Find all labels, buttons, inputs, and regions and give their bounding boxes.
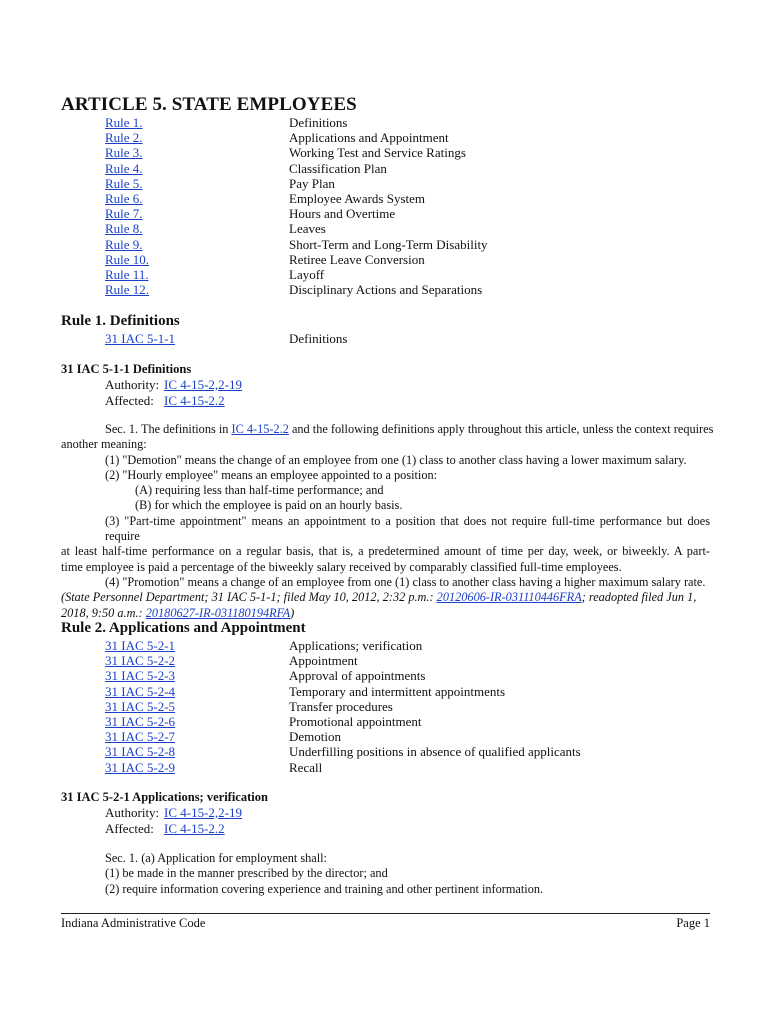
authority-label: Authority: [105,805,160,820]
article-toc [105,115,488,297]
toc-rule-link[interactable]: Rule 8. [105,221,143,237]
section-link[interactable]: 31 IAC 5-2-6 [105,713,176,729]
rule1-heading: Rule 1. Definitions [61,313,180,329]
toc-row [105,668,581,683]
toc-rule-title: Working Test and Service Ratings [289,145,466,161]
toc-rule-title: Hours and Overtime [289,206,396,222]
authority-link[interactable]: IC 4-15-2,2-19 [164,377,242,392]
section-title: Temporary and intermittent appointments [289,683,506,699]
paragraph-line: another meaning: [61,437,147,452]
toc-rule-title: Applications and Appointment [289,130,449,146]
toc-row [105,145,488,160]
rule1-body [61,422,714,621]
toc-rule-title: Pay Plan [289,175,335,191]
affected-label: Affected: [105,392,154,408]
section-link[interactable]: 31 IAC 5-2-2 [105,653,176,669]
toc-row [105,237,488,252]
history-line: (State Personnel Department; 31 IAC 5-1-1; filed May 10, 2012, 2:32 p.m.: 20120606-IR-031110446FRA; readopted filed Jun 1, [61,590,697,605]
toc-row [105,161,488,176]
rule1-meta [105,377,242,408]
paragraph-line: Sec. 1. The definitions in IC 4-15-2.2 and the following definitions apply throughout this article, unless the context requires [105,422,714,436]
toc-rule-title: Employee Awards System [289,190,426,206]
affected-link[interactable]: IC 4-15-2.2 [164,392,225,408]
toc-row [105,714,581,729]
definition-line: (1) "Demotion" means the change of an employee from one (1) class to another class having a lower maximum salary. [105,452,687,467]
definition-line: (3) "Part-time appointment" means an appointment to a position that does not require full-time performance but does require [105,513,710,544]
toc-row [105,115,488,130]
rule1-section-title: 31 IAC 5-1-1 Definitions [61,362,192,376]
footer-divider [61,913,710,914]
rule1-toc [105,331,348,346]
toc-row [105,282,488,297]
definition-subline: (B) for which the employee is paid on an hourly basis. [135,498,403,513]
paragraph-line: (2) require information covering experience and training and other pertinent information. [105,881,544,896]
article-title: ARTICLE 5. STATE EMPLOYEES [61,94,357,115]
section-title: Promotional appointment [289,713,422,729]
toc-row [105,699,581,714]
section-link[interactable]: 31 IAC 5-1-1 [105,331,176,346]
authority-link[interactable]: IC 4-15-2,2-19 [164,805,242,820]
toc-row [105,760,581,775]
section-link[interactable]: 31 IAC 5-2-4 [105,683,176,699]
section-link[interactable]: 31 IAC 5-2-9 [105,759,176,775]
rule2-section-title: 31 IAC 5-2-1 Applications; verification [61,790,268,804]
toc-rule-link[interactable]: Rule 12. [105,282,150,298]
toc-rule-title: Classification Plan [289,160,387,176]
toc-rule-title: Definitions [289,115,348,130]
toc-row [105,206,488,221]
register-link[interactable]: 20120606-IR-031110446FRA [436,590,582,605]
paragraph-line: Sec. 1. (a) Application for employment shall: [105,851,327,865]
toc-row [105,331,348,346]
section-title: Applications; verification [289,638,423,653]
definition-line: at least half-time performance on a regular basis, that is, a predetermined amount of time per day, week, or biweekly. A part- [61,544,710,559]
toc-rule-link[interactable]: Rule 7. [105,206,143,222]
toc-row [105,267,488,282]
toc-row [105,130,488,145]
toc-rule-link[interactable]: Rule 4. [105,160,143,176]
toc-row [105,638,581,653]
section-title: Approval of appointments [289,668,426,684]
ic-link[interactable]: IC 4-15-2.2 [231,422,289,436]
toc-row [105,176,488,191]
page-number: Page 1 [676,916,710,930]
rule2-body [61,851,710,897]
section-link[interactable]: 31 IAC 5-2-5 [105,698,176,714]
section-link[interactable]: 31 IAC 5-2-1 [105,638,176,653]
affected-label: Affected: [105,820,154,836]
section-title: Demotion [289,729,341,745]
toc-rule-title: Retiree Leave Conversion [289,251,425,267]
section-title: Underfilling positions in absence of qualified applicants [289,744,581,760]
authority-label: Authority: [105,377,160,392]
toc-row [105,729,581,744]
rule2-meta [105,805,242,836]
toc-rule-title: Short-Term and Long-Term Disability [289,236,488,252]
definition-line: (2) "Hourly employee" means an employee appointed to a position: [105,467,438,482]
toc-row [105,684,581,699]
definition-line: (4) "Promotion" means a change of an employee from one (1) class to another class having a higher maximum salary rate. [105,574,706,589]
section-title: Transfer procedures [289,698,393,714]
section-title: Recall [289,759,323,775]
toc-rule-link[interactable]: Rule 6. [105,190,143,206]
toc-rule-link[interactable]: Rule 5. [105,175,143,191]
toc-rule-title: Leaves [289,221,326,237]
rule2-heading: Rule 2. Applications and Appointment [61,620,306,636]
toc-row [105,221,488,236]
toc-rule-title: Disciplinary Actions and Separations [289,282,483,298]
toc-row [105,252,488,267]
section-title: Appointment [289,653,358,669]
toc-row [105,191,488,206]
definition-line: time employee is paid a percentage of the biweekly salary received by comparably classified full-time employees. [61,559,622,574]
section-link[interactable]: 31 IAC 5-2-8 [105,744,176,760]
toc-rule-link[interactable]: Rule 1. [105,115,143,130]
rule2-toc [105,638,581,775]
toc-rule-title: Layoff [289,266,325,282]
affected-link[interactable]: IC 4-15-2.2 [164,820,225,836]
section-link[interactable]: 31 IAC 5-2-7 [105,729,176,745]
toc-rule-link[interactable]: Rule 3. [105,145,143,161]
toc-row [105,744,581,759]
register-link[interactable]: 20180627-IR-031180194RFA [145,605,291,620]
section-title: Definitions [289,331,348,346]
toc-rule-link[interactable]: Rule 2. [105,130,143,146]
footer-title: Indiana Administrative Code [61,916,206,930]
toc-rule-link[interactable]: Rule 11. [105,266,149,282]
history-line: 2018, 9:50 a.m.: 20180627-IR-031180194RFA) [61,605,295,620]
toc-rule-link[interactable]: Rule 10. [105,251,150,267]
paragraph-line: (1) be made in the manner prescribed by the director; and [105,866,388,881]
toc-rule-link[interactable]: Rule 9. [105,236,143,252]
definition-subline: (A) requiring less than half-time performance; and [135,483,384,498]
section-link[interactable]: 31 IAC 5-2-3 [105,668,176,684]
toc-row [105,653,581,668]
